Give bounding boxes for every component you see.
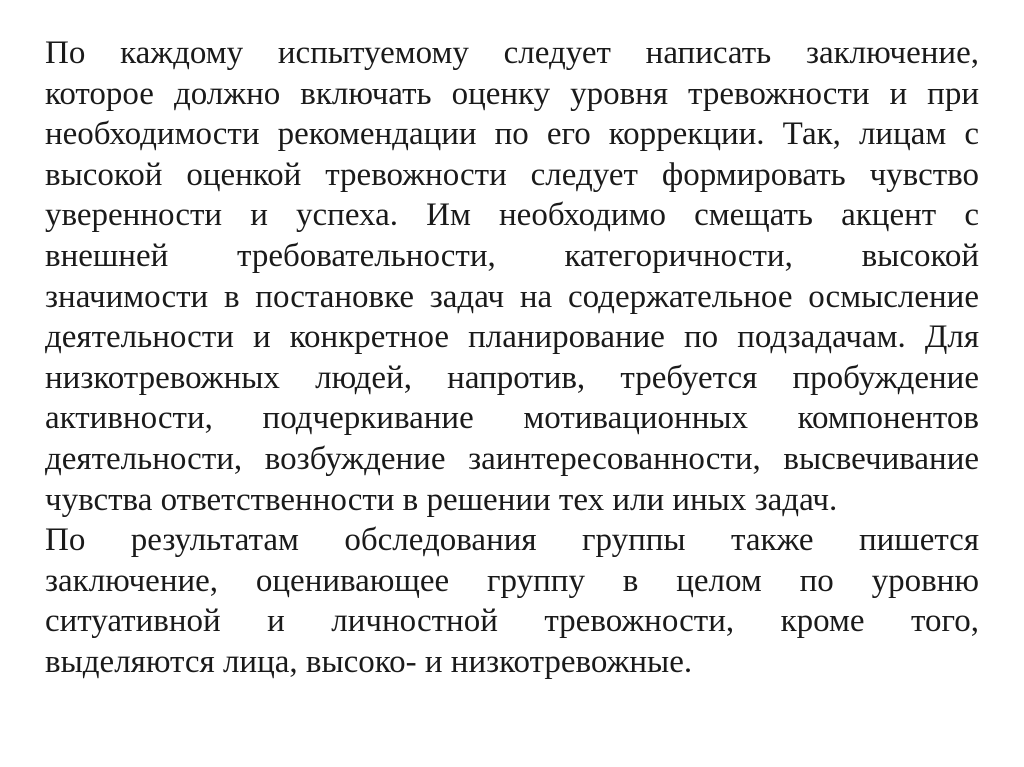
paragraph-line: выделяются лица, высоко- и низкотревожные. — [45, 643, 693, 680]
paragraph-line: По каждому испытуемому следует написать заключение, — [45, 35, 979, 71]
paragraph-line: которое должно включать оценку уровня тревожности и при — [45, 75, 979, 112]
slide-text-body — [45, 33, 979, 683]
paragraph-line: необходимости рекомендации по его коррекции. Так, лицам с — [45, 116, 979, 153]
paragraph-line: ситуативной и личностной тревожности, кроме того, — [45, 603, 979, 640]
paragraph-line: внешней требовательности, категоричности, высокой — [45, 237, 979, 274]
paragraph-line: заключение, оценивающее группу в целом по уровню — [45, 562, 979, 599]
paragraph-line: низкотревожных людей, напротив, требуется пробуждение — [45, 359, 979, 396]
paragraph-1 — [45, 33, 979, 520]
paragraph-line: чувства ответственности в решении тех или иных задач. — [45, 481, 838, 518]
paragraph-line: деятельности, возбуждение заинтересованности, высвечивание — [45, 440, 979, 477]
paragraph-line: высокой оценкой тревожности следует формировать чувство — [45, 156, 979, 193]
paragraph-line: значимости в постановке задач на содержательное осмысление — [45, 278, 979, 315]
paragraph-line: активности, подчеркивание мотивационных компонентов — [45, 400, 979, 437]
paragraph-2 — [45, 520, 979, 682]
paragraph-line: По результатам обследования группы также пишется — [45, 522, 979, 559]
paragraph-line: деятельности и конкретное планирование по подзадачам. Для — [45, 319, 979, 356]
paragraph-line: уверенности и успеха. Им необходимо смещать акцент с — [45, 197, 979, 234]
